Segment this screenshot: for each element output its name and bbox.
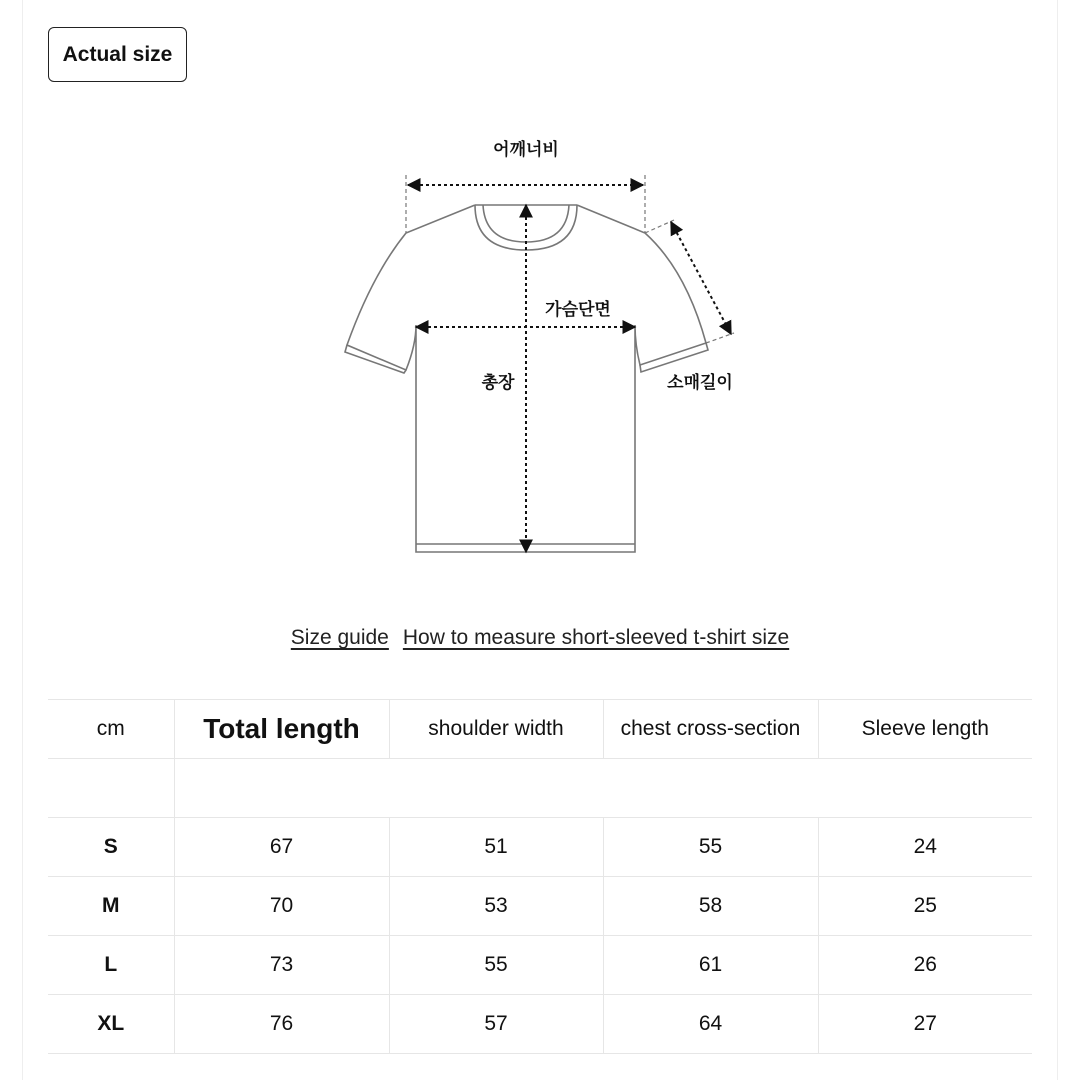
total-length-label: 총장 (481, 373, 515, 393)
sleeve-length-cell: 24 (818, 818, 1032, 877)
actual-size-button[interactable]: Actual size (48, 27, 187, 82)
size-cell: XL (48, 995, 174, 1054)
chest-cell: 61 (603, 936, 818, 995)
shoulder-width-cell: 53 (389, 877, 603, 936)
size-cell: L (48, 936, 174, 995)
table-header-row (48, 700, 1032, 759)
table-row (48, 995, 1032, 1054)
shoulder-width-cell: 57 (389, 995, 603, 1054)
table-spacer-row (48, 759, 1032, 818)
sleeve-label: 소매길이 (667, 373, 733, 393)
shoulder-label: 어깨너비 (493, 140, 559, 160)
header-chest-cross-section: chest cross-section (603, 700, 818, 759)
size-cell: S (48, 818, 174, 877)
total-length-cell: 70 (174, 877, 389, 936)
table-row (48, 936, 1032, 995)
size-cell: M (48, 877, 174, 936)
sleeve-length-cell: 26 (818, 936, 1032, 995)
header-shoulder-width: shoulder width (389, 700, 603, 759)
chest-cell: 58 (603, 877, 818, 936)
spacer-cell (48, 759, 174, 818)
size-table (48, 699, 1032, 1054)
table-row (48, 877, 1032, 936)
tshirt-measurement-diagram (330, 130, 750, 570)
total-length-cell: 73 (174, 936, 389, 995)
sleeve-length-cell: 27 (818, 995, 1032, 1054)
how-to-measure-link[interactable]: How to measure short-sleeved t-shirt size (402, 626, 790, 649)
guide-links (0, 626, 1080, 650)
header-sleeve-length: Sleeve length (818, 700, 1032, 759)
spacer-cell (174, 759, 1032, 818)
chest-label: 가슴단면 (545, 300, 611, 320)
shoulder-width-cell: 55 (389, 936, 603, 995)
size-guide-link[interactable]: Size guide (290, 626, 389, 649)
total-length-cell: 67 (174, 818, 389, 877)
header-total-length: Total length (174, 700, 389, 759)
chest-cell: 64 (603, 995, 818, 1054)
header-cm: cm (48, 700, 174, 759)
chest-cell: 55 (603, 818, 818, 877)
shoulder-width-cell: 51 (389, 818, 603, 877)
total-length-cell: 76 (174, 995, 389, 1054)
sleeve-length-cell: 25 (818, 877, 1032, 936)
table-row (48, 818, 1032, 877)
